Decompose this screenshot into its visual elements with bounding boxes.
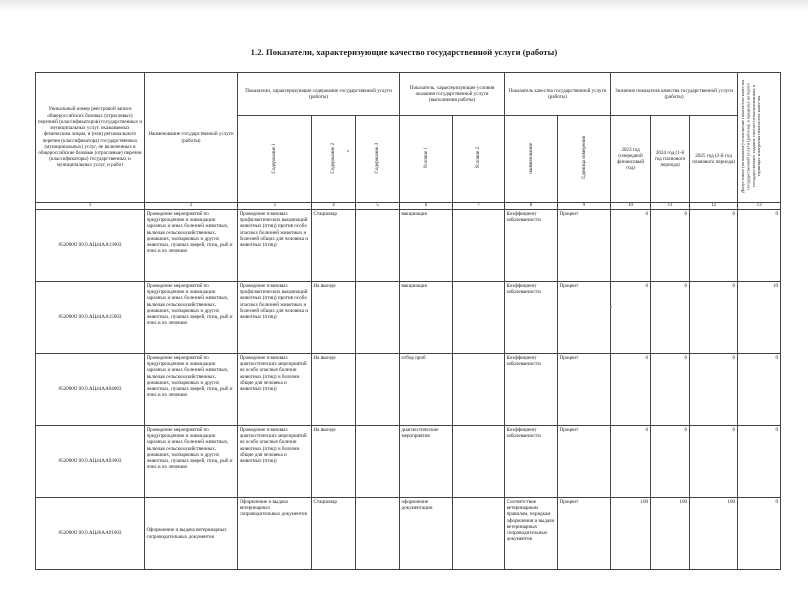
value-2024: 0 <box>651 426 690 498</box>
indicator-unit: Процент <box>558 498 611 570</box>
quality-unit-header-text: Единица измерения <box>580 136 587 180</box>
content-1-cell <box>238 426 312 498</box>
deviation-value: 10 <box>738 282 781 354</box>
value-2023: 100 <box>611 498 651 570</box>
value-2024: 0 <box>651 210 690 282</box>
condition-2-cell <box>453 282 505 354</box>
column-number: 12 <box>690 203 738 210</box>
quality-unit-header <box>558 116 611 203</box>
value-2023: 0 <box>611 282 651 354</box>
scan-speck <box>610 306 612 308</box>
condition-2-cell <box>453 426 505 498</box>
indicator-unit: Процент <box>558 210 611 282</box>
column-number: 3 <box>238 203 312 210</box>
column-number: 2 <box>145 203 238 210</box>
header-row-1 <box>36 73 781 116</box>
service-name-text: Проведение мероприятий по предупреждению и ликвидации заразных и иных болезней животных, включая сельскохозяйственных, домашних, зоопарковых и других животных, пушных зверей, птиц, рыб и пчел и их лечению <box>146 283 233 327</box>
registry-number: 852000О.99.0.АЦ44АА04003 <box>36 354 145 426</box>
content-3-header-text: Содержание 3 <box>374 142 381 174</box>
year-2023-header: 2023 год (очередной финансовый год) <box>611 116 651 203</box>
service-name <box>145 354 238 426</box>
indicator-unit: Процент <box>558 354 611 426</box>
column-number: 11 <box>651 203 690 210</box>
content-2-cell: На выезде <box>312 426 356 498</box>
condition-2-cell <box>453 354 505 426</box>
content-1-header-text: Содержание 1 <box>271 142 278 174</box>
service-name-text: Проведение мероприятий по предупреждению и ликвидации заразных и иных болезней животных, включая сельскохозяйственных, домашних, зоопарковых и других животных, пушных зверей, птиц, рыб и пчел и их лечению <box>146 211 233 255</box>
content-1-cell <box>238 498 312 570</box>
content-1-text: Проведение плановых профилактических вакцинаций животных (птиц) против особо опасных болезней животных и болезней общих для человека и животных (птиц) <box>239 211 308 249</box>
condition-2-cell <box>453 210 505 282</box>
deviation-value: 0 <box>738 354 781 426</box>
service-name <box>145 426 238 498</box>
value-2025: 0 <box>690 354 738 426</box>
content-1-cell <box>238 354 312 426</box>
indicator-name: Коэффициент заболеваемости <box>505 426 558 498</box>
value-2024: 0 <box>651 282 690 354</box>
deviation-header-text: Допустимое (возможное) отклонение показателя качества государственной услуги (работы), в пределах которого государственное задание считается выполненным, в единицах измерения показателя качества <box>739 79 761 194</box>
registry-header: Уникальный номер реестровой записи общероссийских базовых (отраслевых) перечней (классификаторов) государственных и муниципальных услуг, оказываемых физическим лицам, и (или) регионального перечня (классификатора) государственных (муниципальных) услуг, не включенных в общероссийские базовые (отраслевые) перечни (классификаторы) государственных и муниципальных услуг, и работ <box>36 73 145 203</box>
value-2023: 0 <box>611 354 651 426</box>
registry-number: 852000О.99.0.АЦ44АА03003 <box>36 426 145 498</box>
condition-2-header <box>453 116 505 203</box>
content-3-cell <box>356 282 400 354</box>
content-3-cell <box>356 426 400 498</box>
condition-1-cell: оформление документации <box>400 498 453 570</box>
registry-number: 852000О.99.0.АЦ46АА01003 <box>36 498 145 570</box>
service-name: Оформление и выдача ветеринарных сопроводительных документов <box>145 498 238 570</box>
quality-name-header-text: наименование <box>527 142 534 174</box>
conditions-group-header: Показатель, характеризующие условия оказания государственной услуги (выполнения работы) <box>400 73 505 116</box>
column-number: 4 <box>312 203 356 210</box>
table-row <box>36 498 781 570</box>
content-2-cell: На выезде <box>312 354 356 426</box>
content-group-header: Показатели, характеризующие содержание государственной услуги (работы) <box>238 73 400 116</box>
deviation-header <box>738 73 781 203</box>
content-1-text: Проведение плановых профилактических вакцинаций животных (птиц) против особо опасных болезней животных и болезней общих для человека и животных (птиц) <box>239 283 308 321</box>
value-2023: 0 <box>611 426 651 498</box>
content-1-text: Проведение плановых диагностических мероприятий на особо опасные болезни животных (птиц) и болезни общие для человека и животных (птиц) <box>239 355 307 393</box>
content-3-cell <box>356 354 400 426</box>
deviation-value: 0 <box>738 210 781 282</box>
service-name-text: Проведение мероприятий по предупреждению и ликвидации заразных и иных болезней животных, включая сельскохозяйственных, домашних, зоопарковых и других животных, пушных зверей, птиц, рыб и пчел и их лечению <box>146 427 233 471</box>
indicator-name-text: Соответствие ветеринарным правилам, порядкам оформления и выдачи ветеринарных сопроводительных документов <box>506 499 555 543</box>
content-3-header <box>356 116 400 203</box>
registry-number: 852000О.99.0.АЦ44АА13003 <box>36 210 145 282</box>
indicator-name: Коэффициент заболеваемости <box>505 282 558 354</box>
content-2-header-text: Содержание 2 <box>330 142 337 174</box>
value-2025: 0 <box>690 282 738 354</box>
quality-indicators-table <box>35 72 781 570</box>
condition-2-header-text: Условие 2 <box>475 147 482 169</box>
condition-1-cell: вакцинация <box>400 282 453 354</box>
column-number: 1 <box>36 203 145 210</box>
indicator-unit: Процент <box>558 282 611 354</box>
column-number-row <box>36 203 781 210</box>
content-1-text: Проведение плановых диагностических мероприятий на особо опасные болезни животных (птиц) и болезни общие для человека и животных (птиц) <box>239 427 307 465</box>
quality-name-header <box>505 116 558 203</box>
column-number: 6 <box>400 203 453 210</box>
year-2025-header: 2025 год (2-й год планового периода) <box>690 116 738 203</box>
value-2024: 0 <box>651 354 690 426</box>
content-1-cell <box>238 210 312 282</box>
table-row <box>36 210 781 282</box>
column-number: 8 <box>505 203 558 210</box>
service-name <box>145 282 238 354</box>
column-number: 9 <box>558 203 611 210</box>
table-row <box>36 354 781 426</box>
content-3-cell <box>356 210 400 282</box>
column-number: 5 <box>356 203 400 210</box>
page-title: 1.2. Показатели, характеризующие качество государственной услуги (работы) <box>250 47 558 57</box>
condition-2-cell <box>453 498 505 570</box>
condition-1-header <box>400 116 453 203</box>
service-name <box>145 210 238 282</box>
column-number: 7 <box>453 203 505 210</box>
value-2024: 100 <box>651 498 690 570</box>
content-2-header <box>312 116 356 203</box>
scan-edge-shadow <box>0 0 808 12</box>
content-2-cell: Стационар <box>312 498 356 570</box>
condition-1-cell: вакцинация <box>400 210 453 282</box>
registry-number: 852000О.99.0.АЦ44АА15003 <box>36 282 145 354</box>
value-2025: 0 <box>690 426 738 498</box>
content-2-cell: На выезде <box>312 282 356 354</box>
indicator-name: Коэффициент заболеваемости <box>505 210 558 282</box>
condition-1-cell: диагностические мероприятия <box>400 426 453 498</box>
value-2023: 0 <box>611 210 651 282</box>
content-1-cell <box>238 282 312 354</box>
content-1-header <box>238 116 312 203</box>
service-name-text: Проведение мероприятий по предупреждению и ликвидации заразных и иных болезней животных, включая сельскохозяйственных, домашних, зоопарковых и других животных, пушных зверей, птиц, рыб и пчел и их лечению <box>146 355 233 399</box>
quality-group-header: Показатель качества государственной услуги (работы) <box>505 73 611 116</box>
year-2024-header: 2024 год (1-й год планового периода) <box>651 116 690 203</box>
content-3-cell <box>356 498 400 570</box>
column-number: 10 <box>611 203 651 210</box>
value-2025: 100 <box>690 498 738 570</box>
scan-speck <box>347 150 349 152</box>
content-2-cell: Стационар <box>312 210 356 282</box>
value-2025: 0 <box>690 210 738 282</box>
condition-1-header-text: Условие 1 <box>422 147 429 169</box>
value-group-header: Значение показателя качества государственной услуги (работы) <box>611 73 738 116</box>
indicator-unit: Процент <box>558 426 611 498</box>
column-number: 13 <box>738 203 781 210</box>
deviation-value: 0 <box>738 498 781 570</box>
indicator-name: Коэффициент заболеваемости <box>505 354 558 426</box>
deviation-value: 0 <box>738 426 781 498</box>
content-1-text: Оформление и выдача ветеринарных сопроводительных документов <box>239 499 307 518</box>
condition-1-cell: отбор проб <box>400 354 453 426</box>
table-row <box>36 426 781 498</box>
indicator-name <box>505 498 558 570</box>
service-name-header: Наименование государственной услуги (работы) <box>145 73 238 203</box>
table-row <box>36 282 781 354</box>
